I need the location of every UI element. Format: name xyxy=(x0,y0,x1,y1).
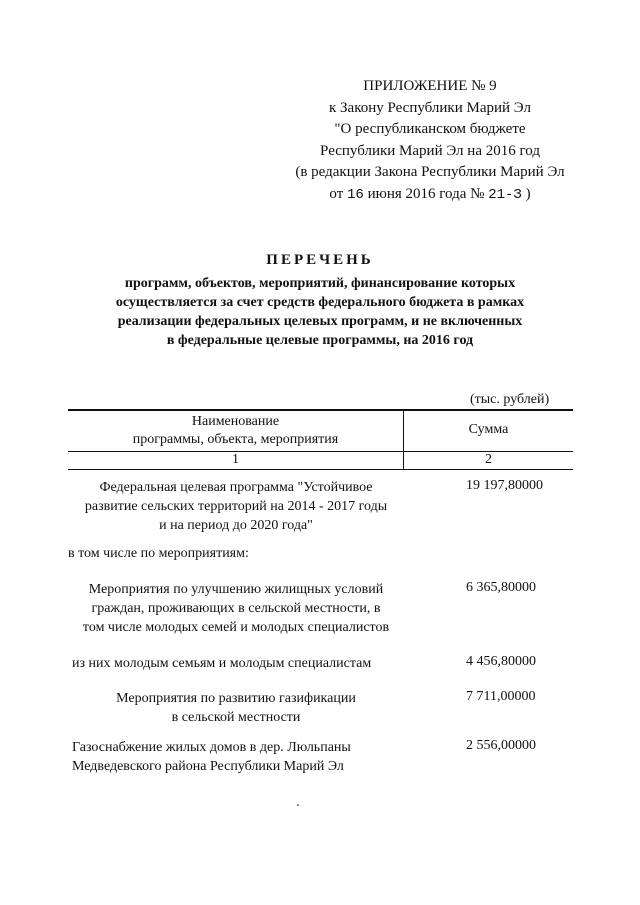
column-number-1: 1 xyxy=(232,452,239,467)
appendix-line-1: ПРИЛОЖЕНИЕ № 9 xyxy=(363,78,497,94)
appendix-line-4: Республики Марий Эл на 2016 год xyxy=(320,142,540,159)
appendix-line-3: "О республиканском бюджете xyxy=(334,121,526,137)
units-label: (тыс. рублей) xyxy=(470,392,550,407)
subtitle-line-4: в федеральные целевые программы, на 2016 год xyxy=(166,333,474,348)
table-row-housing-name xyxy=(68,580,404,637)
document-subtitle xyxy=(60,274,580,350)
table-row-gasification-name xyxy=(68,689,404,727)
row5-line-1: Мероприятия по развитию газификации xyxy=(116,691,356,706)
appendix-line-5: (в редакции Закона Республики Марий Эл xyxy=(295,164,565,180)
amend-day: 16 xyxy=(347,186,364,203)
row6-word-5: дер. xyxy=(259,740,284,755)
row2-line-1: в том числе по мероприятиям: xyxy=(68,546,249,561)
table-row-gasification-amount: 7 711,00000 xyxy=(466,689,536,704)
amend-suffix: ) xyxy=(525,185,531,202)
table-row-gas-supply-amount: 2 556,00000 xyxy=(466,738,536,753)
subtitle-line-2: осуществляется за счет средств федерального бюджета в рамках xyxy=(115,295,525,310)
appendix-header xyxy=(280,76,580,206)
table-row-young-families-amount: 4 456,80000 xyxy=(466,654,536,669)
row1-line-3: и на период до 2020 года" xyxy=(159,518,313,533)
amend-number: 21-З xyxy=(488,186,522,203)
amend-prefix: от xyxy=(329,185,344,202)
subtitle-line-3: реализации федеральных целевых программ, и не включенных xyxy=(117,314,523,329)
column-number-2: 2 xyxy=(485,452,492,467)
row3-line-3: том числе молодых семей и молодых специалистов xyxy=(82,620,390,635)
table-row-program-name xyxy=(68,478,404,535)
column-header-amount: Сумма xyxy=(468,422,509,437)
table-header xyxy=(68,409,573,470)
row3-line-1: Мероприятия по улучшению жилищных условий xyxy=(88,582,384,597)
table-row-young-families-name xyxy=(72,654,371,673)
row5-line-2: в сельской местности xyxy=(171,710,301,725)
amend-middle: июня 2016 года № xyxy=(367,185,485,202)
row6-word-3: домов xyxy=(209,740,247,755)
row4-line-1: из них молодым семьям и молодым специалистам xyxy=(72,656,372,671)
row6-word-2: жилых xyxy=(165,740,207,755)
row6-word-4: в xyxy=(249,740,257,755)
table-row-subheading xyxy=(68,544,249,563)
table-row-program-amount: 19 197,80000 xyxy=(466,478,543,493)
scan-speck xyxy=(297,804,299,806)
table-row-housing-amount: 6 365,80000 xyxy=(466,580,536,595)
appendix-amendment-line xyxy=(280,184,580,207)
subtitle-line-1: программ, объектов, мероприятий, финансирование которых xyxy=(124,276,516,291)
column-header-name-line-2: программы, объекта, мероприятия xyxy=(132,432,339,447)
document-title: ПЕРЕЧЕНЬ xyxy=(266,252,374,268)
row6-line-2: Медведевского района Республики Марий Эл xyxy=(72,759,344,774)
table-row-gas-supply-name xyxy=(72,738,408,776)
row1-line-2: развитие сельских территорий на 2014 - 2017 годы xyxy=(84,499,388,514)
row6-line-1 xyxy=(72,738,408,757)
appendix-line-2: к Закону Республики Марий Эл xyxy=(328,99,531,116)
row1-line-1: Федеральная целевая программа "Устойчивое xyxy=(99,480,373,495)
column-header-name xyxy=(68,413,403,449)
row6-word-6: Люльпаны xyxy=(287,740,351,755)
column-header-name-line-1: Наименование xyxy=(191,414,280,429)
row3-line-2: граждан, проживающих в сельской местности, в xyxy=(91,601,381,616)
row6-word-1: Газоснабжение xyxy=(72,740,163,755)
